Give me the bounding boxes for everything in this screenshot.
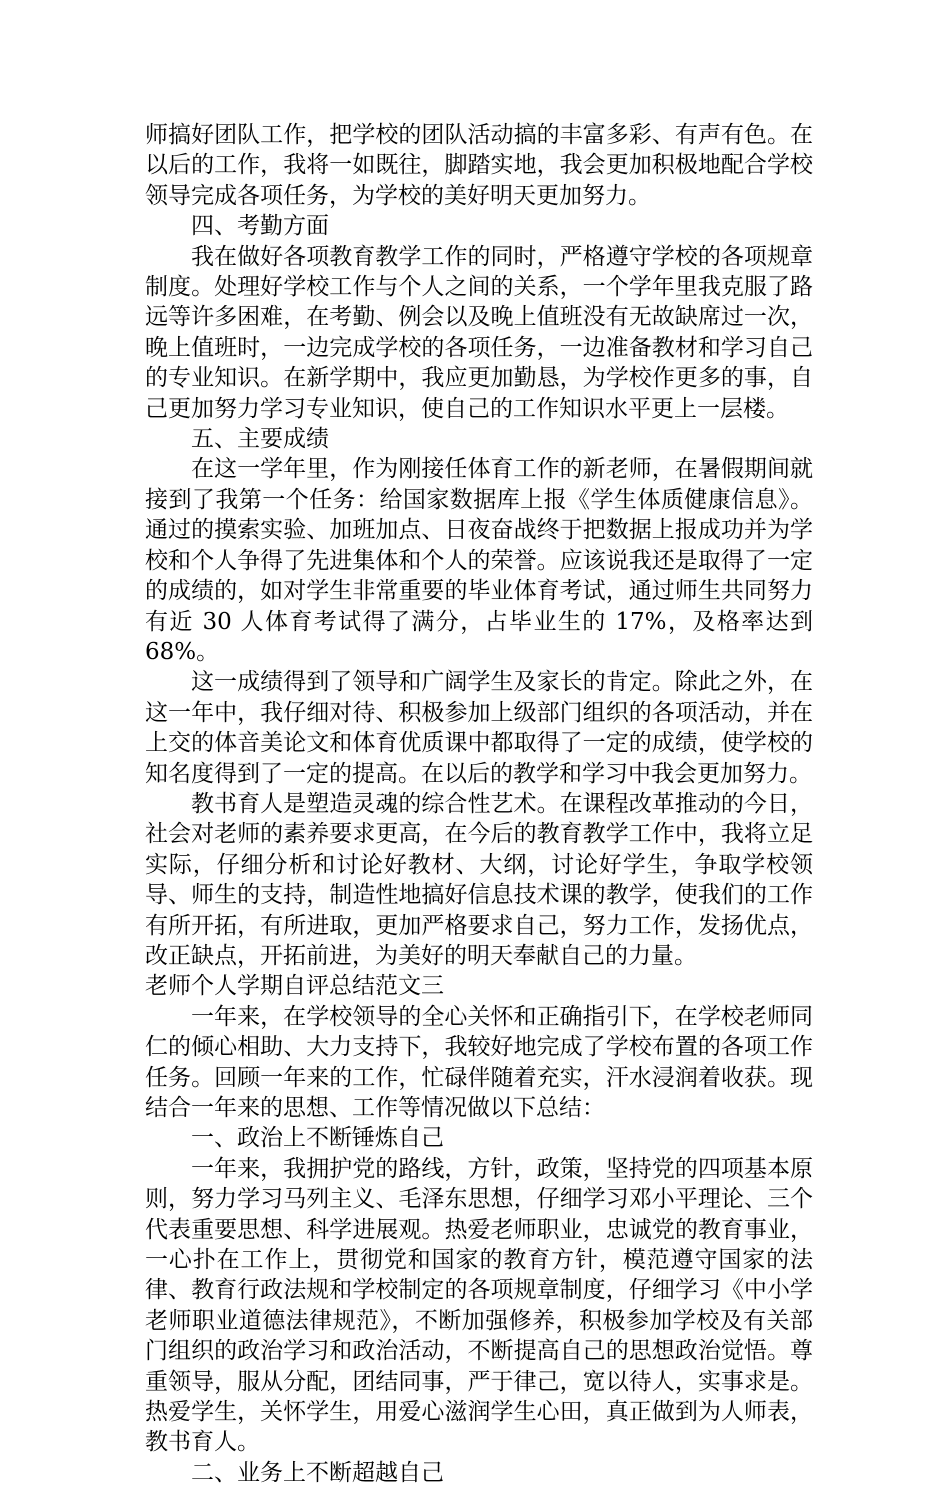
paragraph-recognition: 这一成绩得到了领导和广阔学生及家长的肯定。除此之外，在这一年中，我仔细对待、积极参加上级部门组织的各项活动，并在上交的体音美论文和体育优质课中都取得了一定的成绩，使学校的知名度得到了一定的提高。在以后的教学和学习中我会更加努力。 — [145, 669, 813, 787]
section-heading-political: 一、政治上不断锤炼自己 — [191, 1125, 444, 1152]
paragraph-introduction: 一年来，在学校领导的全心关怀和正确指引下，在学校老师同仁的倾心相助、大力支持下，我较好地完成了学校布置的各项工作任务。回顾一年来的工作，忙碌伴随着充实，汗水浸润着收获。现结合一年来的思想、工作等情况做以下总结： — [145, 1003, 813, 1121]
section-heading-achievements: 五、主要成绩 — [191, 426, 329, 453]
paragraph-continuation: 师搞好团队工作，把学校的团队活动搞的丰富多彩、有声有色。在以后的工作，我将一如既往，脚踏实地，我会更加积极地配合学校领导完成各项任务，为学校的美好明天更加努力。 — [145, 122, 813, 209]
article-title: 老师个人学期自评总结范文三 — [145, 973, 444, 1000]
section-heading-professional: 二、业务上不断超越自己 — [191, 1459, 444, 1486]
document-body — [145, 120, 813, 1488]
paragraph-teaching-outlook: 教书育人是塑造灵魂的综合性艺术。在课程改革推动的今日，社会对老师的素养要求更高，在今后的教育教学工作中，我将立足实际，仔细分析和讨论好教材、大纲，讨论好学生，争取学校领导、师生的支持，制造性地搞好信息技术课的教学，使我们的工作有所开拓，有所进取，更加严格要求自己，努力工作，发扬优点，改正缺点，开拓前进，为美好的明天奉献自己的力量。 — [145, 790, 813, 969]
section-heading-attendance: 四、考勤方面 — [191, 213, 329, 240]
paragraph-achievements: 在这一学年里，作为刚接任体育工作的新老师，在暑假期间就接到了我第一个任务：给国家数据库上报《学生体质健康信息》。通过的摸索实验、加班加点、日夜奋战终于把数据上报成功并为学校和个人争得了先进集体和个人的荣誉。应该说我还是取得了一定的成绩的，如对学生非常重要的毕业体育考试，通过师生共同努力有近 30 人体育考试得了满分，占毕业生的 17%，及格率达到 68%。 — [145, 456, 813, 665]
paragraph-political: 一年来，我拥护党的路线，方针，政策，坚持党的四项基本原则，努力学习马列主义、毛泽东思想，仔细学习邓小平理论、三个代表重要思想、科学进展观。热爱老师职业，忠诚党的教育事业，一心扑在工作上，贯彻党和国家的教育方针，模范遵守国家的法律、教育行政法规和学校制定的各项规章制度，仔细学习《中小学老师职业道德法律规范》，不断加强修养，积极参加学校及有关部门组织的政治学习和政治活动，不断提高自己的思想政治觉悟。尊重领导，服从分配，团结同事，严于律己，宽以待人，实事求是。热爱学生，关怀学生，用爱心滋润学生心田，真正做到为人师表，教书育人。 — [145, 1155, 813, 1456]
paragraph-attendance: 我在做好各项教育教学工作的同时，严格遵守学校的各项规章制度。处理好学校工作与个人之间的关系，一个学年里我克服了路远等许多困难，在考勤、例会以及晚上值班没有无故缺席过一次，晚上值班时，一边完成学校的各项任务，一边准备教材和学习自己的专业知识。在新学期中，我应更加勤恳，为学校作更多的事，自己更加努力学习专业知识，使自己的工作知识水平更上一层楼。 — [145, 243, 813, 422]
